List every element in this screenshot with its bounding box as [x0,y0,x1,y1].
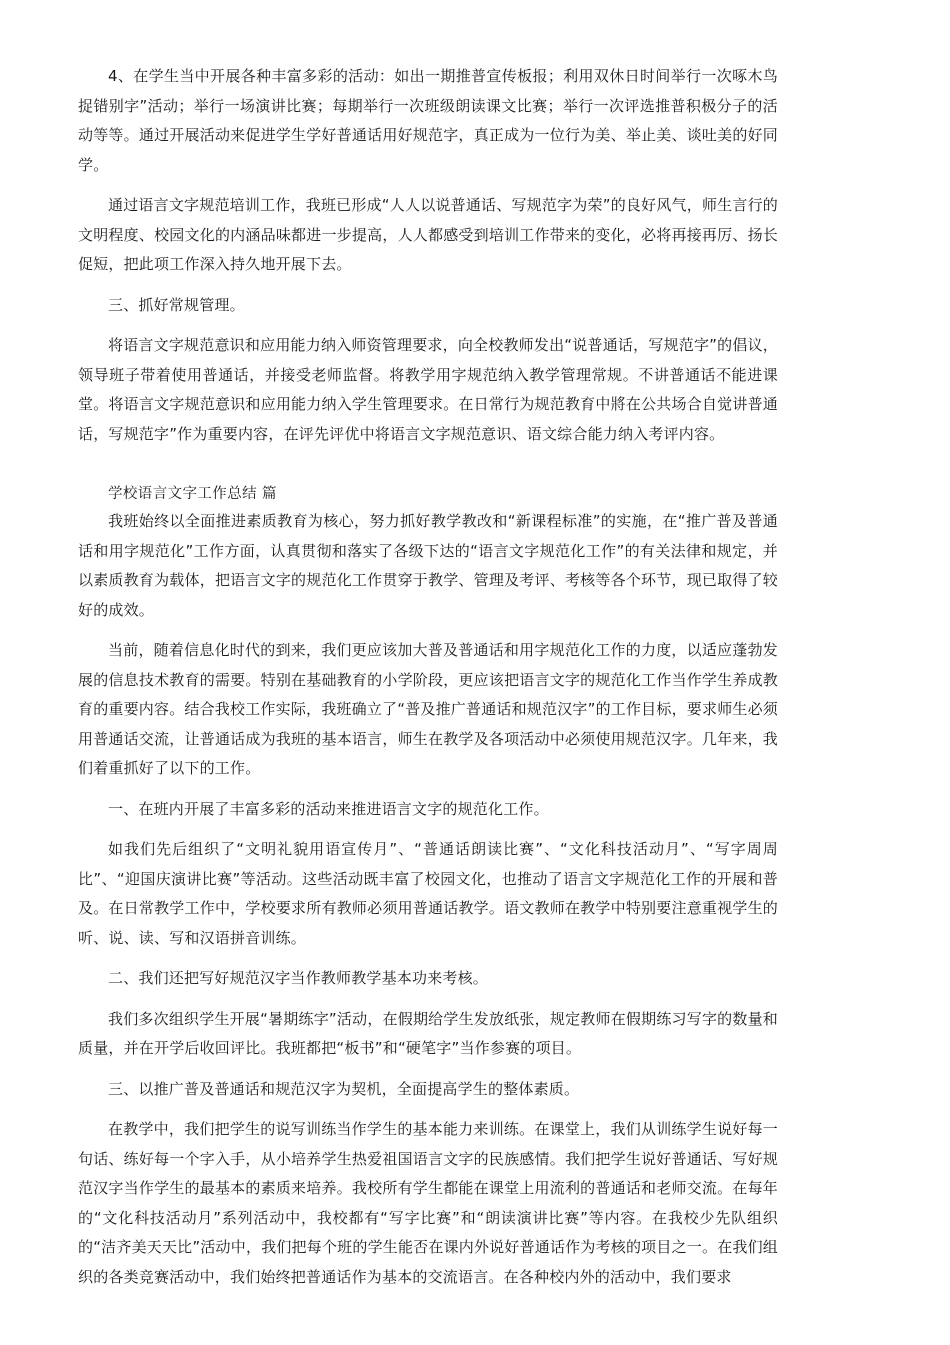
heading-routine-management: 三、抓好常规管理。 [108,295,245,314]
heading-teacher-assessment: 二、我们还把写好规范汉字当作教师教学基本功来考核。 [108,969,489,987]
paragraph-routine-management: 将语言文字规范意识和应用能力纳入师资管理要求，向全校教师发出“说普通话，写规范字”的倡议，领导班子带着使用普通话，并接受老师监督。将教学用字规范纳入教学管理常规。不讲普通话不能进课堂。将语言文字规范意识和应用能力纳入学生管理要求。在日常行为规范教育中將在公共场合自觉讲普通话，写规范字”作为重要内容，在评先评优中将语言文字规范意识、语文综合能力纳入考评内容。 [78,336,778,443]
paragraph-teacher-assessment: 我们多次组织学生开展“暑期练字”活动，在假期给学生发放纸张，规定教师在假期练习写字的数量和质量，并在开学后收回评比。我班都把“板书”和“硬笔字”当作参赛的项目。 [78,1009,778,1057]
heading-overall-quality: 三、以推广普及普通话和规范汉字为契机，全面提高学生的整体素质。 [108,1079,580,1098]
heading-activities: 一、在班内开展了丰富多彩的活动来推进语言文字的规范化工作。 [108,799,549,818]
paragraph-activities-detail: 如我们先后组织了“文明礼貌用语宣传月”、“普通话朗读比赛”、“文化科技活动月”、“写字周周比”、“迎国庆演讲比赛”等活动。这些活动既丰富了校园文化，也推动了语言文字规范化工作的开展和普及。在日常教学工作中，学校要求所有教师必须用普通话教学。语文教师在教学中特别要注意重视学生的听、说、读、写和汉语拼音训练。 [78,840,778,947]
paragraph-current-situation: 当前，随着信息化时代的到来，我们更应该加大普及普通话和用字规范化工作的力度，以适应蓬勃发展的信息技术教育的需要。特别在基础教育的小学阶段，更应该把语言文字的规范化工作当作学生养成教育的重要内容。结合我校工作实际，我班确立了“普及推广普通话和规范汉字”的工作目标，要求师生必须用普通话交流，让普通话成为我班的基本语言，师生在教学及各项活动中必须使用规范汉字。几年来，我们着重抓好了以下的工作。 [78,641,778,777]
paragraph-intro: 我班始终以全面推进素质教育为核心，努力抓好教学教改和“新课程标准”的实施，在“推广普及普通话和用字规范化”工作方面，认真贯彻和落实了各级下达的“语言文字规范化工作”的有关法律和规定，并以素质教育为载体，把语言文字的规范化工作贯穿于教学、管理及考评、考核等各个环节，现已取得了较好的成效。 [78,512,778,619]
paragraph-activities: 4、在学生当中开展各种丰富多彩的活动：如出一期推普宣传板报；利用双休日时间举行一次啄木鸟捉错别字”活动；举行一场演讲比赛；每期举行一次班级朗读课文比赛；举行一次评选推普积极分子的活动等等。通过开展活动来促进学生学好普通话用好规范字，真正成为一位行为美、举止美、谈吐美的好同学。 [78,67,778,174]
document-page [78,62,778,1292]
paragraph-training-results: 通过语言文字规范培训工作，我班已形成“人人以说普通话、写规范字为荣”的良好风气，师生言行的文明程度、校园文化的内涵品味都进一步提高，人人都感受到培训工作带来的变化，必将再接再厉、扬长促短，把此项工作深入持久地开展下去。 [78,196,778,273]
section-title: 学校语言文字工作总结 篇 [108,486,277,502]
paragraph-overall-quality: 在教学中，我们把学生的说写训练当作学生的基本能力来训练。在课堂上，我们从训练学生说好每一句话、练好每一个字入手，从小培养学生热爱祖国语言文字的民族感情。我们把学生说好普通话、写好规范汉字当作学生的最基本的素质来培养。我校所有学生都能在课堂上用流利的普通话和老师交流。在每年的“文化科技活动月”系列活动中，我校都有“写字比赛”和“朗读演讲比赛”等内容。在我校少先队组织的“洁齐美天天比”活动中，我们把每个班的学生能否在课内外说好普通话作为考核的项目之一。在我们组织的各类竞赛活动中，我们始终把普通话作为基本的交流语言。在各种校内外的活动中，我们要求 [78,1120,778,1286]
